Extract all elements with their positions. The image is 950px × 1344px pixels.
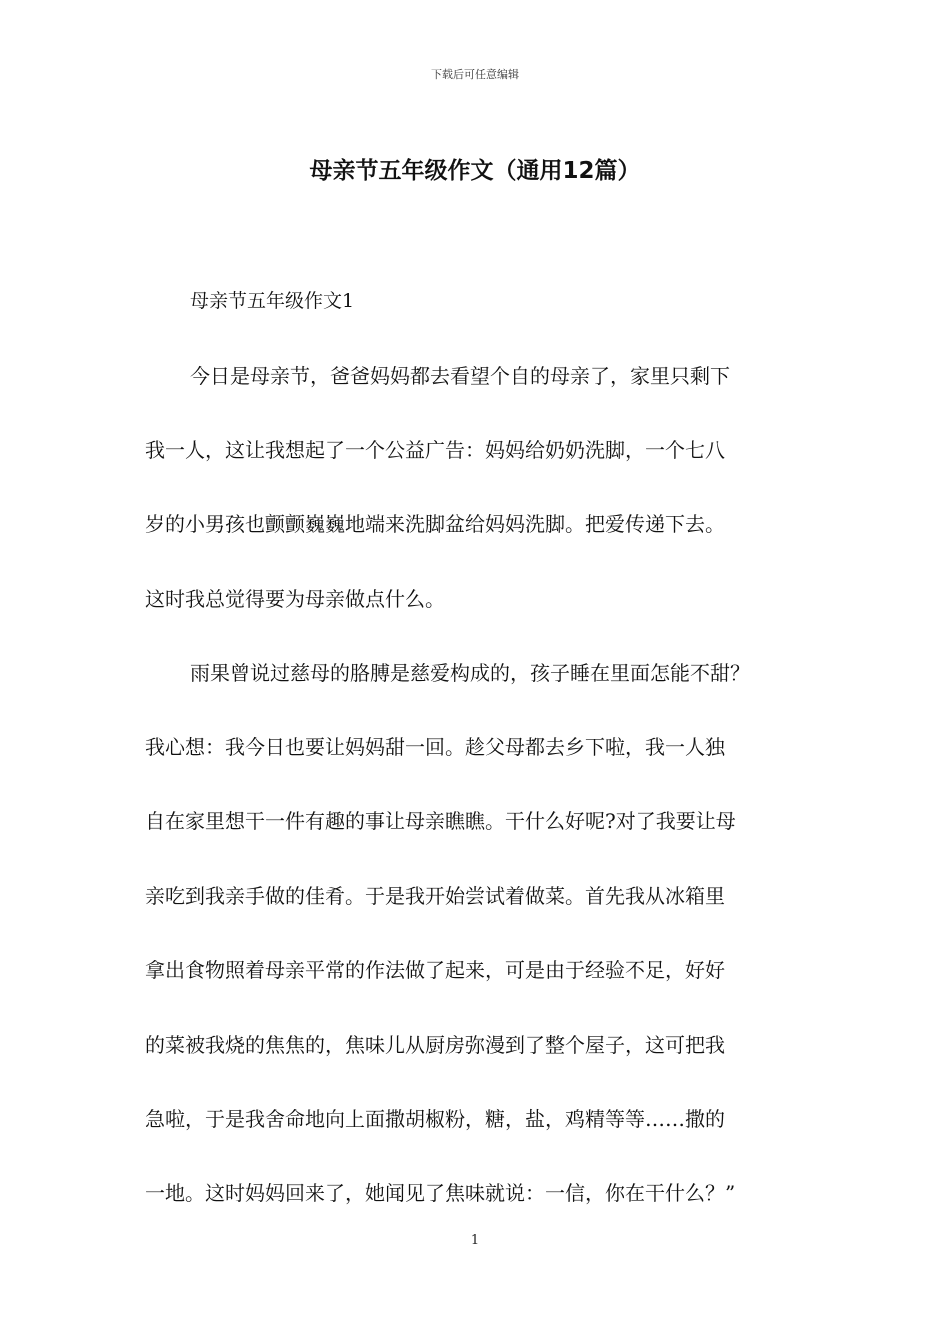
paragraph-2-line-4: 亲吃到我亲手做的佳肴。于是我开始尝试着做菜。首先我从冰箱里: [145, 884, 725, 908]
paragraph-1-line-3: 岁的小男孩也颤颤巍巍地端来洗脚盆给妈妈洗脚。把爱传递下去。: [145, 512, 725, 536]
paragraph-2-line-2: 我心想：我今日也要让妈妈甜一回。趁父母都去乡下啦，我一人独: [145, 735, 725, 759]
paragraph-2-line-5: 拿出食物照着母亲平常的作法做了起来，可是由于经验不足，好好: [145, 958, 725, 982]
paragraph-1-line-4: 这时我总觉得要为母亲做点什么。: [145, 587, 445, 611]
page-number: 1: [470, 1233, 480, 1248]
paragraph-1-line-1: 今日是母亲节，爸爸妈妈都去看望个自的母亲了，家里只剩下: [190, 364, 730, 388]
paragraph-1-line-2: 我一人，这让我想起了一个公益广告：妈妈给奶奶洗脚，一个七八: [145, 438, 725, 462]
paragraph-2-line-1: 雨果曾说过慈母的胳膊是慈爱构成的，孩子睡在里面怎能不甜？: [190, 661, 750, 685]
header-note: 下载后可任意编辑: [431, 68, 519, 81]
paragraph-2-line-7: 急啦，于是我舍命地向上面撒胡椒粉，糖，盐，鸡精等等……撒的: [145, 1107, 725, 1131]
section-heading: 母亲节五年级作文1: [190, 290, 355, 312]
document-title: 母亲节五年级作文（通用12篇）: [309, 158, 641, 184]
paragraph-2-line-3: 自在家里想干一件有趣的事让母亲瞧瞧。干什么好呢?对了我要让母: [145, 809, 736, 833]
paragraph-2-line-6: 的菜被我烧的焦焦的，焦味儿从厨房弥漫到了整个屋子，这可把我: [145, 1033, 725, 1057]
paragraph-2-line-8: 一地。这时妈妈回来了，她闻见了焦味就说：一信，你在干什么？”: [145, 1181, 736, 1205]
